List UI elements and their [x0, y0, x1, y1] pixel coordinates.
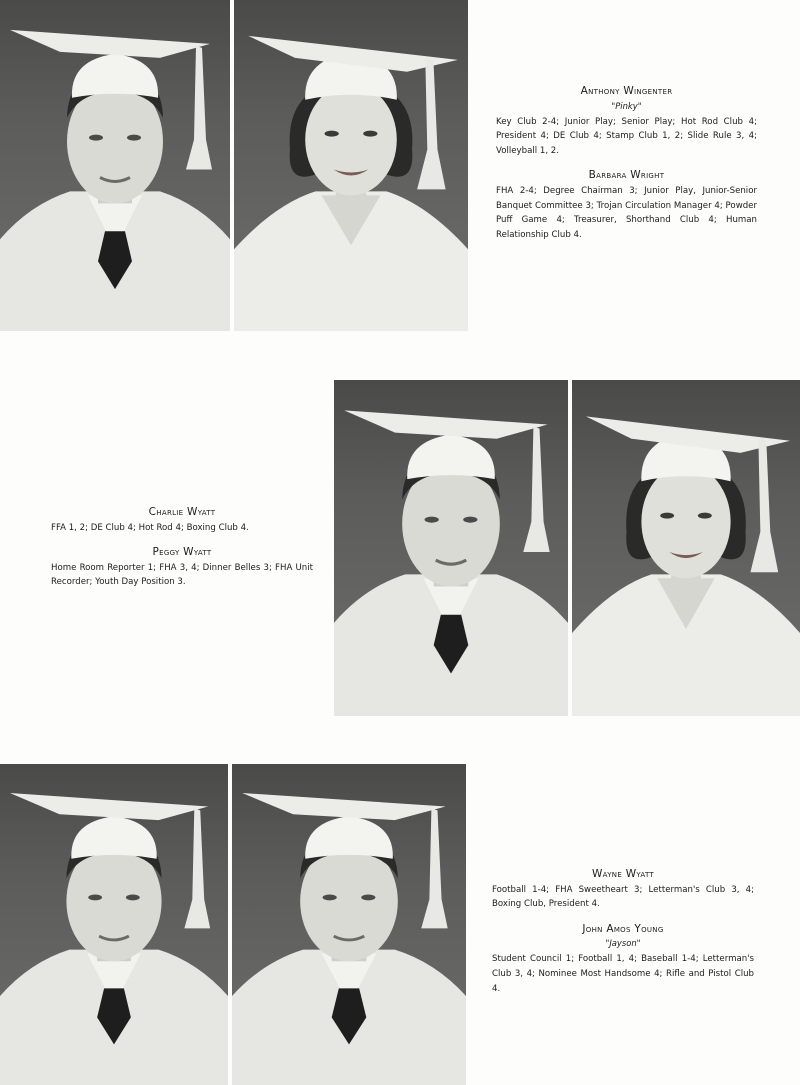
student-activities: Key Club 2-4; Junior Play; Senior Play; Hot Rod Club 4; President 4; DE Club 4; Stamp Club 1, 2; Slide Rule 3, 4; Volleyball 1, 2.	[496, 116, 757, 156]
portrait-photo-wayne-wyatt	[0, 764, 228, 1085]
student-name: Peggy Wyatt	[152, 546, 212, 559]
bio-block-top	[496, 84, 757, 252]
student-name: Charlie Wyatt	[148, 506, 216, 518]
student-activities: FHA 2-4; Degree Chairman 3; Junior Play, Junior-Senior Banquet Committee 3; Trojan Circulation Manager 4; Powder Puff Game 4; Treasurer, Shorthand Club 4; Human Relationship Club 4.	[496, 185, 757, 240]
portrait-photo-peggy-wyatt	[572, 380, 800, 716]
student-nickname: "Jayson"	[605, 938, 641, 949]
student-name: Anthony Wingenter	[580, 85, 673, 97]
bio-block-middle	[51, 505, 313, 600]
student-activities: Football 1-4; FHA Sweetheart 3; Letterman's Club 3, 4; Boxing Club, President 4.	[492, 884, 754, 910]
portrait-photo-charlie-wyatt	[334, 380, 568, 716]
student-name: Barbara Wright	[588, 169, 665, 182]
student-nickname: "Pinky"	[611, 100, 642, 111]
student-name: Wayne Wyatt	[592, 868, 654, 880]
bio-block-bottom	[492, 867, 754, 1006]
student-activities: FFA 1, 2; DE Club 4; Hot Rod 4; Boxing Club 4.	[51, 522, 249, 533]
student-activities: Home Room Reporter 1; FHA 3, 4; Dinner Belles 3; FHA Unit Recorder; Youth Day Position 3.	[51, 562, 313, 588]
student-activities: Student Council 1; Football 1, 4; Baseball 1-4; Letterman's Club 3, 4; Nominee Most Handsome 4; Rifle and Pistol Club 4.	[492, 954, 754, 994]
student-name: John Amos Young	[582, 922, 664, 935]
portrait-photo-barbara-wright	[234, 0, 468, 331]
portrait-photo-john-amos-young	[232, 764, 466, 1085]
portrait-photo-anthony-wingenter	[0, 0, 230, 331]
